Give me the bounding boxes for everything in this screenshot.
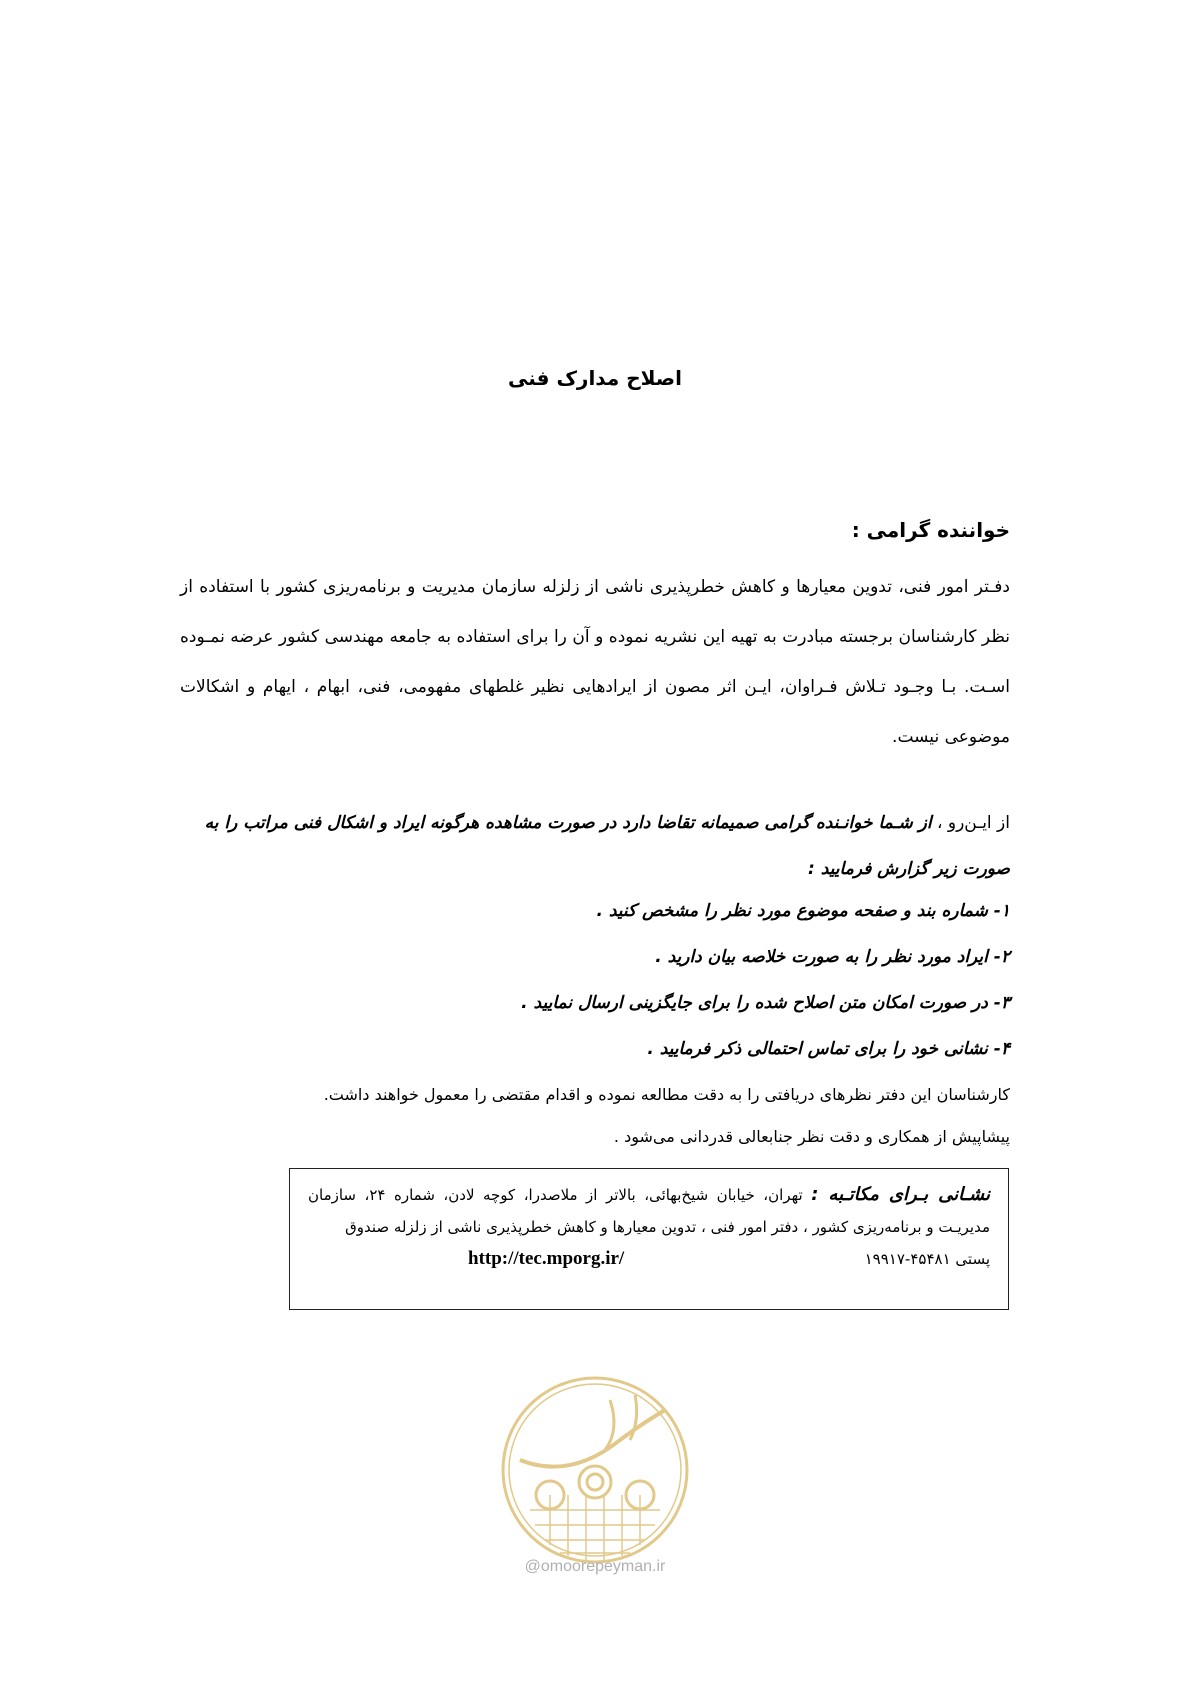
address-body: تهران، خیابان شیخ‌بهائی، بالاتر از ملاصدرا، کوچه لادن، شماره ۲۴، سازمان مدیریـت و برنامه‌ریزی کشور ، دفتر امور فنی ، تدوین معیارها و کاهش خطرپذیری ناشی از زلزله صندوق	[308, 1186, 990, 1236]
address-last-line	[308, 1243, 990, 1275]
intro-paragraph: دفـتر امور فنی، تدوین معیارها و کاهش خطرپذیری ناشی از زلزله سازمان مدیریت و برنامه‌ریزی کشور با استفاده از نظر کارشناسان برجسته مبادرت به تهیه این نشریه نموده و آن را برای استفاده به جامعه مهندسی کشور عرضه نمـوده اسـت. بـا وجـود تـلاش فـراوان، ایـن اثر مصون از ایرادهایی نظیر غلطهای مفهومی، فنی، ابهام ، ایهام و اشکالات موضوعی نیست.	[180, 577, 1010, 747]
address-text	[308, 1179, 990, 1243]
request-paragraph	[180, 800, 1010, 892]
closing-line: کارشناسان این دفتر نظرهای دریافتی را به دقت مطالعه نموده و اقدام مقتضی را معمول خواهند داشت.	[323, 1085, 1010, 1104]
list-item: ۳- در صورت امکان متن اصلاح شده را برای جایگزینی ارسال نمایید .	[521, 993, 1010, 1013]
report-instructions-list	[180, 888, 1010, 1072]
salutation: خواننده گرامی :	[851, 518, 1010, 542]
closing-text	[180, 1074, 1010, 1158]
watermark-site-text: @omoorepeyman.ir	[524, 1558, 666, 1575]
closing-line: پیشاپیش از همکاری و دقت نظر جنابعالی قدردانی می‌شود .	[613, 1127, 1010, 1146]
request-prefix: از ایـن‌رو ،	[936, 813, 1010, 833]
watermark-logo-icon	[490, 1370, 700, 1570]
list-item: ۲- ایراد مورد نظر را به صورت خلاصه بیان دارید .	[655, 947, 1010, 967]
website-link[interactable]: http://tec.mporg.ir/	[468, 1248, 625, 1269]
address-box	[289, 1168, 1009, 1310]
postal-code: پستی ۴۵۴۸۱-۱۹۹۱۷	[864, 1250, 990, 1268]
address-label: نشـانی بـرای مکاتـبه :	[811, 1184, 990, 1205]
list-item: ۱- شماره بند و صفحه موضوع مورد نظر را مشخص کنید .	[596, 901, 1010, 921]
page-title: اصلاح مدارک فنی	[508, 366, 682, 390]
list-item: ۴- نشانی خود را برای تماس احتمالی ذکر فرمایید .	[647, 1039, 1010, 1059]
request-emphasis: از شـما خوانـنده گرامی صمیمانه تقاضا دارد در صورت مشاهده هرگونه ایراد و اشکال فنی مراتب را به صورت زیر گزارش فرمایید :	[204, 813, 1010, 879]
